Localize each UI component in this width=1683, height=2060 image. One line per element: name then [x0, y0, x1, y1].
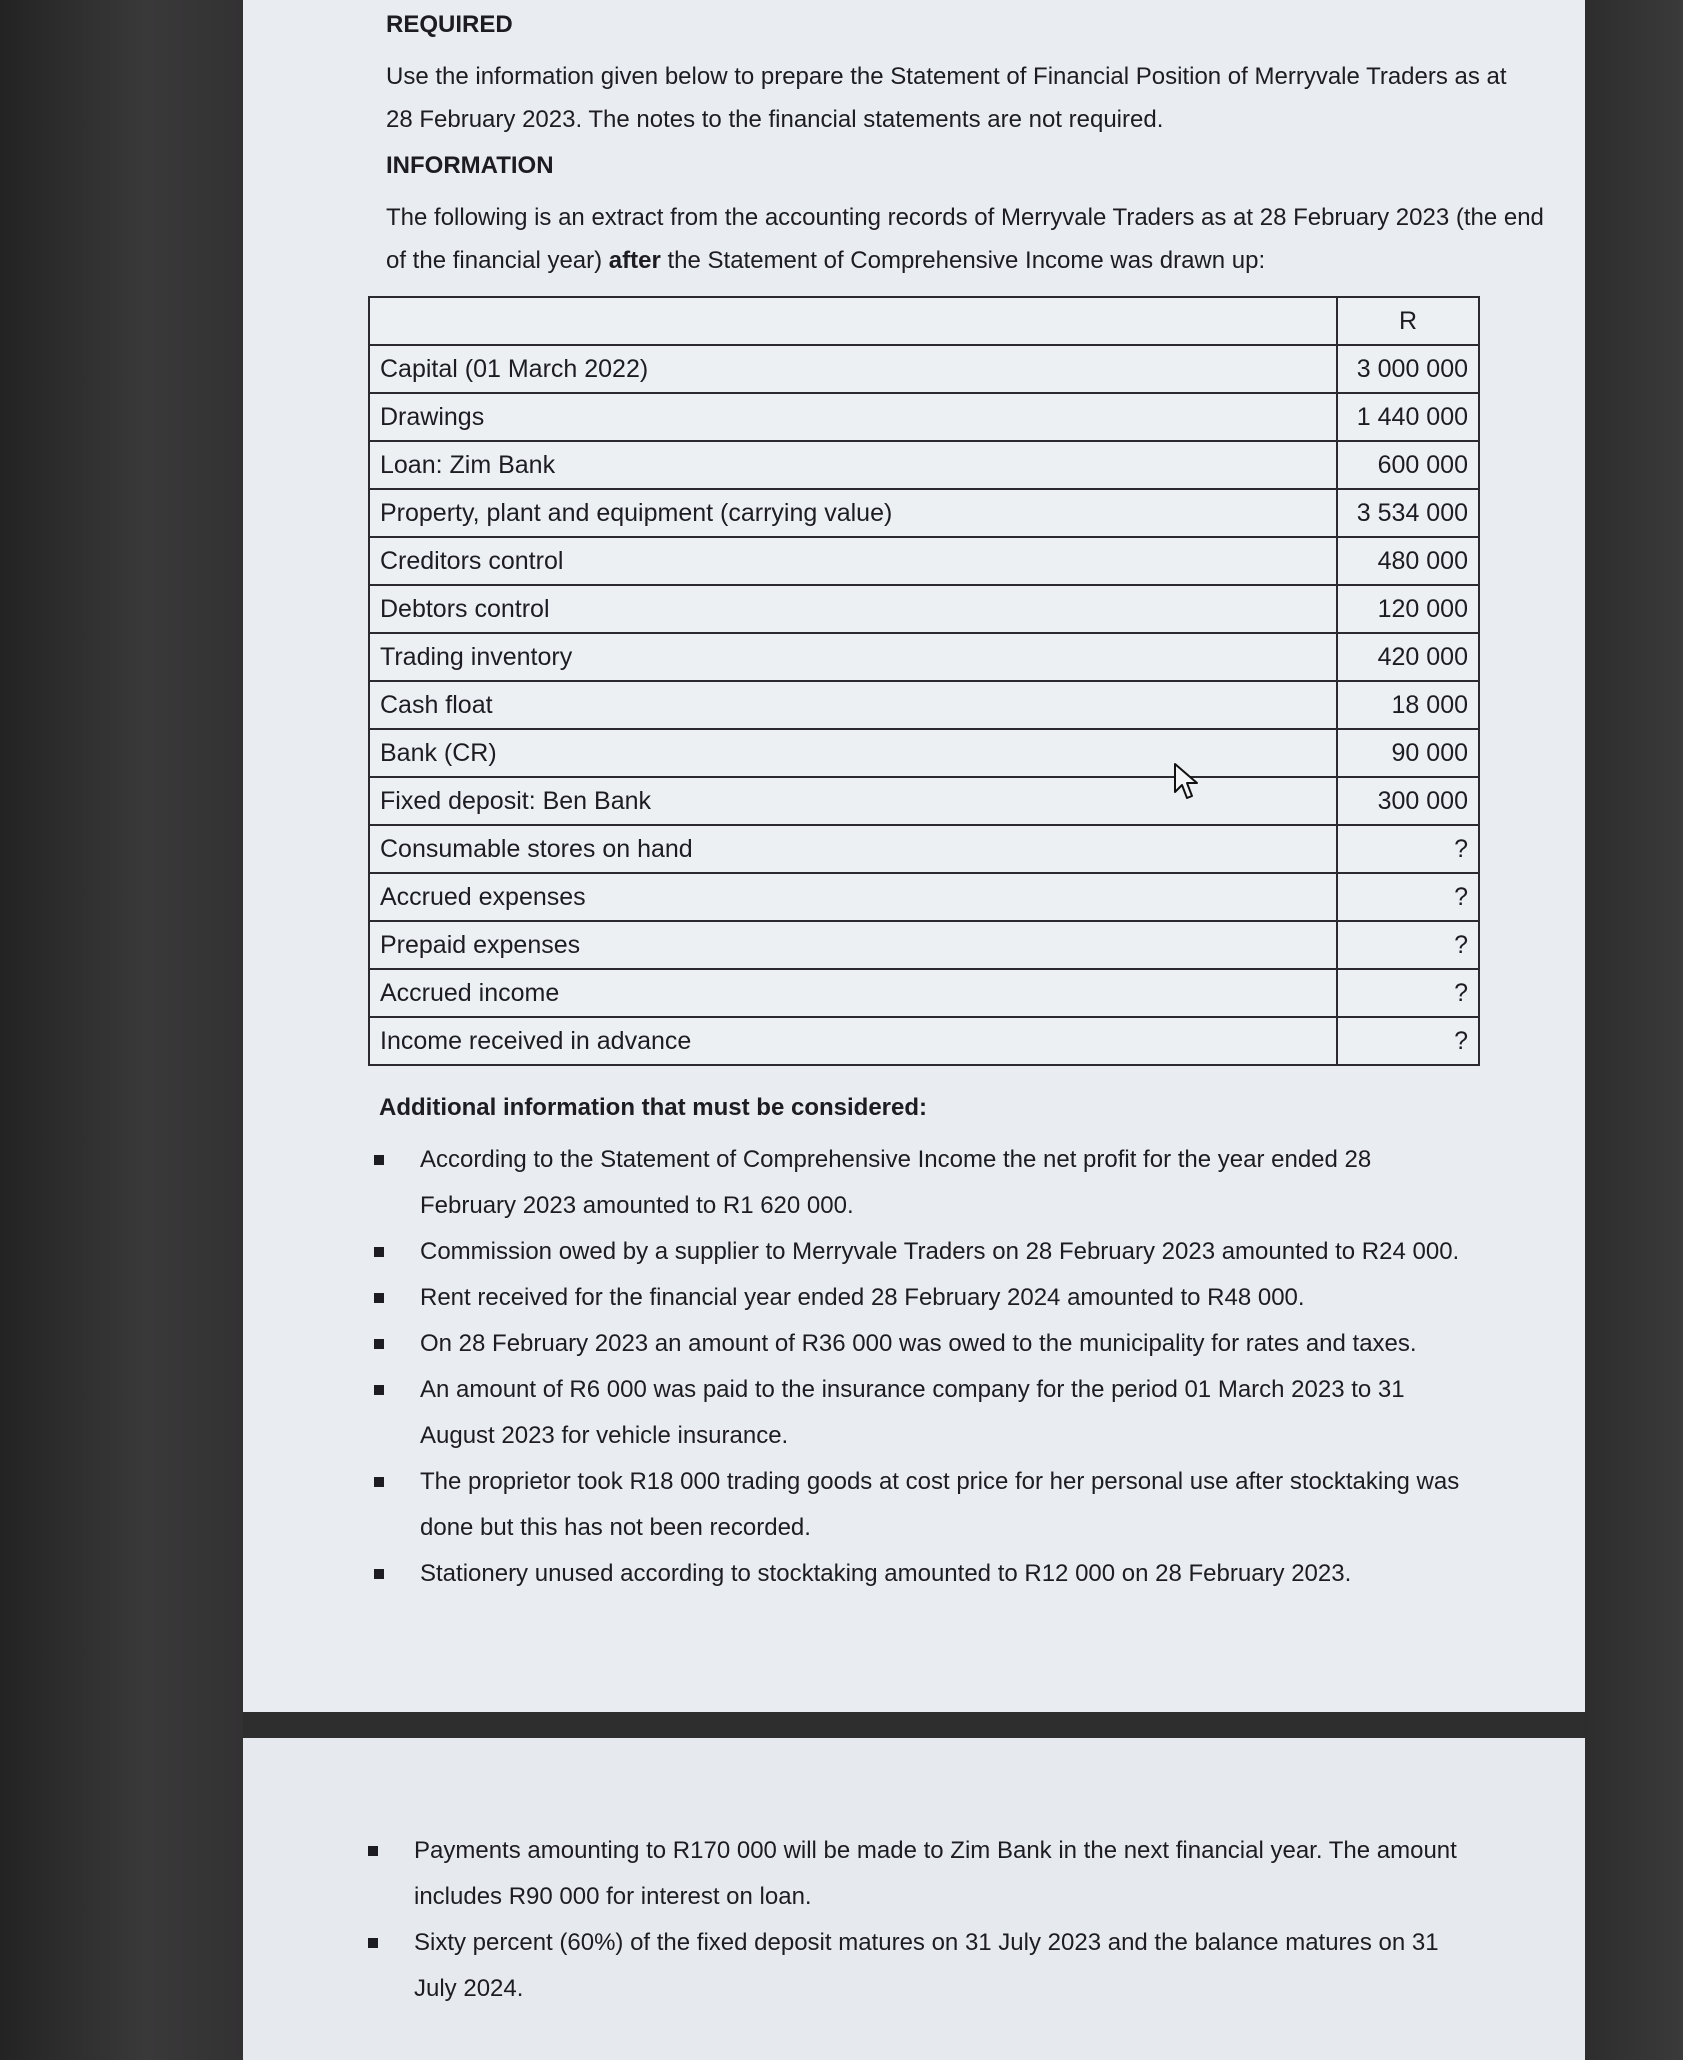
mouse-pointer-icon: [1173, 762, 1201, 807]
continued-info-list: [366, 1828, 1462, 2012]
required-line-1: Use the information given below to prepare the Statement of Financial Position of Merryvale Traders as at: [386, 63, 1507, 90]
table-row: [369, 585, 1479, 633]
account-label: Creditors control: [369, 537, 1337, 585]
table-row: [369, 1017, 1479, 1065]
account-label: Debtors control: [369, 585, 1337, 633]
required-line-2: 28 February 2023. The notes to the financial statements are not required.: [386, 106, 1164, 133]
table-row: [369, 825, 1479, 873]
account-amount: 480 000: [1337, 537, 1479, 585]
account-label: Accrued expenses: [369, 873, 1337, 921]
information-line-1: The following is an extract from the accounting records of Merryvale Traders as at 28 February 2023 (the end: [386, 204, 1544, 231]
table-header-label-cell: [369, 297, 1337, 345]
information-line-2: [386, 246, 1265, 276]
account-amount: 600 000: [1337, 441, 1479, 489]
page-divider: [243, 1712, 1585, 1738]
table-row: [369, 873, 1479, 921]
table-row: [369, 489, 1479, 537]
additional-info-item: Stationery unused according to stocktaking amounted to R12 000 on 28 February 2023.: [372, 1551, 1462, 1597]
account-label: Bank (CR): [369, 729, 1337, 777]
account-label: Fixed deposit: Ben Bank: [369, 777, 1337, 825]
account-label: Trading inventory: [369, 633, 1337, 681]
continued-info-item: Payments amounting to R170 000 will be made to Zim Bank in the next financial year. The amount includes R90 000 for interest on loan.: [366, 1828, 1462, 1920]
additional-info-item: The proprietor took R18 000 trading goods at cost price for her personal use after stocktaking was done but this has not been recorded.: [372, 1459, 1462, 1551]
monitor-bezel-right: [1585, 0, 1683, 2060]
account-amount: 1 440 000: [1337, 393, 1479, 441]
continued-info-item: Sixty percent (60%) of the fixed deposit matures on 31 July 2023 and the balance matures on 31 July 2024.: [366, 1920, 1462, 2012]
additional-heading: Additional information that must be considered:: [379, 1094, 928, 1121]
table-row: [369, 777, 1479, 825]
information-heading: INFORMATION: [386, 152, 554, 179]
table-header-currency: R: [1337, 297, 1479, 345]
table-row: [369, 393, 1479, 441]
additional-info-item: An amount of R6 000 was paid to the insurance company for the period 01 March 2023 to 31 August 2023 for vehicle insurance.: [372, 1367, 1462, 1459]
table-row: [369, 921, 1479, 969]
account-amount: 3 000 000: [1337, 345, 1479, 393]
account-label: Drawings: [369, 393, 1337, 441]
account-amount: ?: [1337, 873, 1479, 921]
information-line-2-pre: of the financial year): [386, 247, 609, 274]
account-amount: 120 000: [1337, 585, 1479, 633]
additional-info-list: [372, 1137, 1462, 1597]
additional-info-item: Rent received for the financial year ended 28 February 2024 amounted to R48 000.: [372, 1275, 1462, 1321]
account-amount: ?: [1337, 825, 1479, 873]
account-amount: 420 000: [1337, 633, 1479, 681]
account-amount: ?: [1337, 969, 1479, 1017]
additional-info-item: According to the Statement of Comprehensive Income the net profit for the year ended 28 February 2023 amounted to R1 620 000.: [372, 1137, 1462, 1229]
account-label: Consumable stores on hand: [369, 825, 1337, 873]
additional-info-item: Commission owed by a supplier to Merryvale Traders on 28 February 2023 amounted to R24 000.: [372, 1229, 1462, 1275]
account-amount: ?: [1337, 921, 1479, 969]
table-header-row: [369, 297, 1479, 345]
account-label: Income received in advance: [369, 1017, 1337, 1065]
account-amount: ?: [1337, 1017, 1479, 1065]
account-amount: 3 534 000: [1337, 489, 1479, 537]
required-heading: REQUIRED: [386, 11, 513, 38]
account-amount: 18 000: [1337, 681, 1479, 729]
table-row: [369, 633, 1479, 681]
table-row: [369, 729, 1479, 777]
table-row: [369, 345, 1479, 393]
account-label: Prepaid expenses: [369, 921, 1337, 969]
account-label: Capital (01 March 2022): [369, 345, 1337, 393]
account-amount: 300 000: [1337, 777, 1479, 825]
information-line-2-bold: after: [608, 247, 661, 274]
account-amount: 90 000: [1337, 729, 1479, 777]
information-line-2-post: the Statement of Comprehensive Income was drawn up:: [660, 247, 1266, 274]
account-label: Property, plant and equipment (carrying value): [369, 489, 1337, 537]
table-row: [369, 537, 1479, 585]
table-row: [369, 969, 1479, 1017]
additional-info-item: On 28 February 2023 an amount of R36 000 was owed to the municipality for rates and taxes.: [372, 1321, 1462, 1367]
table-row: [369, 681, 1479, 729]
account-label: Loan: Zim Bank: [369, 441, 1337, 489]
extract-table: [368, 296, 1480, 1066]
account-label: Accrued income: [369, 969, 1337, 1017]
table-row: [369, 441, 1479, 489]
account-label: Cash float: [369, 681, 1337, 729]
monitor-bezel-left: [0, 0, 243, 2060]
